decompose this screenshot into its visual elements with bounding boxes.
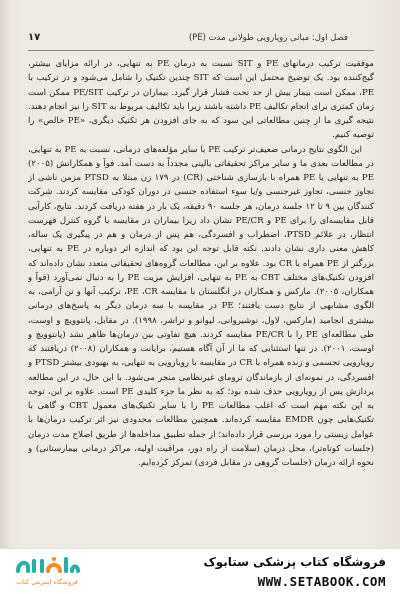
store-footer-banner bbox=[0, 548, 400, 594]
page-header bbox=[28, 33, 374, 49]
page-number: ۱۷ bbox=[28, 32, 41, 43]
paragraph-2: این الگوی نتایج درمانی ضعیف‌تر ترکیب PE با سایر مؤلفه‌های درمانی، نسبت به PE به تنهایی، در مطالعات بعدی ما و سایر مراکز تحقیقاتی بالینی مجدداً به دست آمد. فوآ و همکارانش (۲۰۰۵) PE به تنهایی با PE همراه با بازسازی شناختی (CR) در ۱۷۹ زن مبتلا به PTSD مزمن ناشی از تجاوز جنسی، تجاوز غیرجنسی و/یا سوء استفاده جنسی در دوران کودکی مقایسه کردند. شرکت کنندگان بین ۹ تا ۱۲ جلسه درمان، هر جلسه ۹۰ دقیقه، یک بار در هفته دریافت کردند. نتایج، کارآیی قابل مقایسه‌ای را برای PE و PE/CR نشان داد زیرا بیماران در مقایسه با گروه کنترل فهرست انتظار، در علائم PTSD، اضطراب و افسردگی، هم پس از درمان و هم در پیگیری یک ساله، کاهش معنی داری نشان دادند. نکته قابل توجه این بود که اندازه اثر دوباره در PE به تنهایی، بزرگتر از PE همراه با CR بود. علاوه بر این، مطالعات گروه‌های تحقیقاتی متعدد نشان داده‌اند که افزودن تکنیک‌های مختلف CBT به PE به تنهایی، افزایش مزیت PE را به دنبال نمی‌آورد (فوآ و همکاران، ۲۰۰۵). مارکس و همکاران در انگلستان با مقایسه PE ،CR، ترکیب آنها و تن آرامی، به الگوی مشابهی از نتایج دست یافتند؛ PE در مقایسه با سه درمان دیگر به پاسخ‌های درمانی بیشتری انجامید (مارکس، لاول، نوشیروانی، لیوانو و تراشر، ۱۹۹۸). در مقابل، پانتوویچ و اوست، طی مطالعه‌ای PE را با PE/CR مقایسه کردند. هیچ تفاوتی بین درمان‌ها ظاهر نشد (پانتوویچ و اوست، ۲۰۰۱). در تنها استثنایی که ما از آن آگاه هستیم، برایانت و همکاران (۲۰۰۸) دریافتند که رویارویی تجسمی و زنده همراه با CR در مقایسه با رویارویی به تنهایی، به بهبودی بیشتر PTSD و افسردگی، در نمونه‌ای از بازماندگان ترومای غیرنظامی منجر می‌شود. با این حال، در این مطالعه پردازش پس از رویارویی حذف شده بود؛ که به نظر ما جزء کلیدی PE است. علاوه بر این، توجه به این نکته مهم است که اغلب مطالعات PE را با سایر تکنیک‌های معمول CBT و گاهی با تکنیک‌هایی چون EMDR مقایسه کرده‌اند. همچنین مطالعات محدودی نیز اثر ترکیب درمان‌ها با عوامل زیستی را مورد بررسی قرار داده‌اند؛ از جمله تطبیق مداخله‌ها از طریق اصلاح مدت درمان (جلسات کوتاه‌تر)، محل درمان (سلامت از راه دور، مراقبت اولیه، مراکز درمانی بیمارستانی) و نحوه ارائه درمان (جلسات گروهی در مقابل فردی) تمرکز کرده‌ایم. bbox=[28, 144, 374, 468]
setabook-logo-icon bbox=[12, 555, 82, 577]
store-url[interactable]: WWW.SETABOOK.COM bbox=[257, 574, 386, 589]
chapter-title: فصل اول: مبانی رویارویی طولانی مدت (PE) bbox=[188, 33, 348, 43]
header-divider bbox=[28, 50, 374, 51]
logo-tagline: فروشگاه اینترنتی کتاب bbox=[16, 578, 78, 586]
paragraph-1: موفقیت ترکیب درمانهای PE و SIT نسبت به درمان PE به تنهایی، در ارائه مزایای بیشتر، گیج‌کننده بود. یک توضیح محتمل این است که SIT چندین تکنیک را شامل می‌شود و در ترکیب با PE، ممکن است بیمار بیش از حد تحت فشار قرار گیرد. بیماران در ترکیب PE/SIT ممکن است زمان کمتری برای انجام تکالیف PE داشته باشند زیرا باید تکالیف مربوط به SIT را نیز انجام دهند. نتیجه گیری ما از چنین مطالعاتی این سود که به جای افزودن هر تکنیک دیگری، «PE خالص» را توصیه کنیم. bbox=[28, 59, 374, 141]
store-name: فروشگاه کتاب پزشکی ستابوک bbox=[203, 555, 386, 569]
setabook-logo bbox=[12, 555, 82, 589]
body-text bbox=[28, 57, 374, 537]
